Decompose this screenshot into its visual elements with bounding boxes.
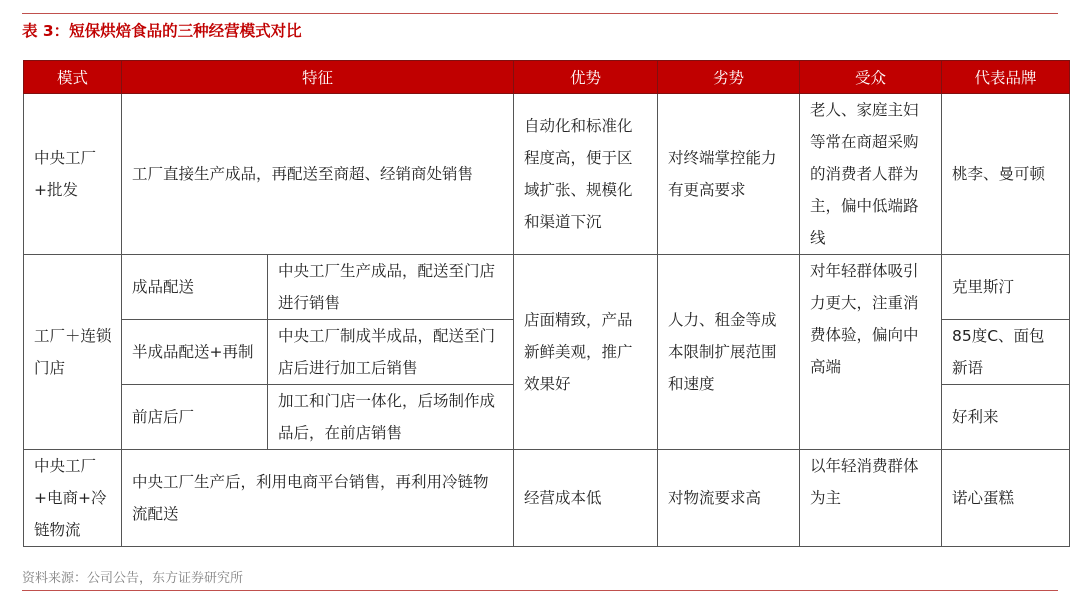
source-note: 资料来源：公司公告，东方证券研究所 — [22, 571, 244, 586]
top-rule — [22, 13, 1058, 14]
disadvantage-cell: 对终端掌控能力有更高要求 — [658, 94, 800, 255]
advantage-cell: 店面精致，产品新鲜美观，推广效果好 — [514, 255, 658, 450]
header-advantage: 优势 — [514, 61, 658, 94]
feature-cell: 工厂直接生产成品，再配送至商超、经销商处销售 — [122, 94, 514, 255]
brand-cell: 克里斯汀 — [942, 255, 1070, 320]
brand-cell: 诺心蛋糕 — [942, 450, 1070, 547]
audience-cell: 对年轻群体吸引力更大，注重消费体验，偏向中高端 — [800, 255, 942, 450]
header-audience: 受众 — [800, 61, 942, 94]
mode-cell: 中央工厂+电商+冷链物流 — [24, 450, 122, 547]
submode-cell: 半成品配送+再制 — [122, 320, 268, 385]
submode-cell: 前店后厂 — [122, 385, 268, 450]
header-row — [24, 61, 1070, 94]
bottom-rule — [22, 590, 1058, 591]
mode-cell: 中央工厂+批发 — [24, 94, 122, 255]
table-title: 表 3：短保烘焙食品的三种经营模式对比 — [22, 22, 302, 40]
header-mode: 模式 — [24, 61, 122, 94]
table-row — [24, 94, 1070, 255]
submode-cell: 成品配送 — [122, 255, 268, 320]
header-disadvantage: 劣势 — [658, 61, 800, 94]
table-row — [24, 450, 1070, 547]
brand-cell: 桃李、曼可顿 — [942, 94, 1070, 255]
audience-cell: 以年轻消费群体为主 — [800, 450, 942, 547]
disadvantage-cell: 对物流要求高 — [658, 450, 800, 547]
audience-cell: 老人、家庭主妇等常在商超采购的消费者人群为主，偏中低端路线 — [800, 94, 942, 255]
feature-cell: 加工和门店一体化，后场制作成品后，在前店销售 — [268, 385, 514, 450]
advantage-cell: 自动化和标准化程度高，便于区域扩张、规模化和渠道下沉 — [514, 94, 658, 255]
feature-cell: 中央工厂制成半成品，配送至门店后进行加工后销售 — [268, 320, 514, 385]
feature-cell: 中央工厂生产成品，配送至门店进行销售 — [268, 255, 514, 320]
feature-cell: 中央工厂生产后，利用电商平台销售，再利用冷链物流配送 — [122, 450, 514, 547]
comparison-table — [23, 60, 1070, 547]
brand-cell: 85度C、面包新语 — [942, 320, 1070, 385]
advantage-cell: 经营成本低 — [514, 450, 658, 547]
table-row — [24, 255, 1070, 320]
header-brand: 代表品牌 — [942, 61, 1070, 94]
mode-cell: 工厂＋连锁门店 — [24, 255, 122, 450]
header-feature: 特征 — [122, 61, 514, 94]
brand-cell: 好利来 — [942, 385, 1070, 450]
disadvantage-cell: 人力、租金等成本限制扩展范围和速度 — [658, 255, 800, 450]
